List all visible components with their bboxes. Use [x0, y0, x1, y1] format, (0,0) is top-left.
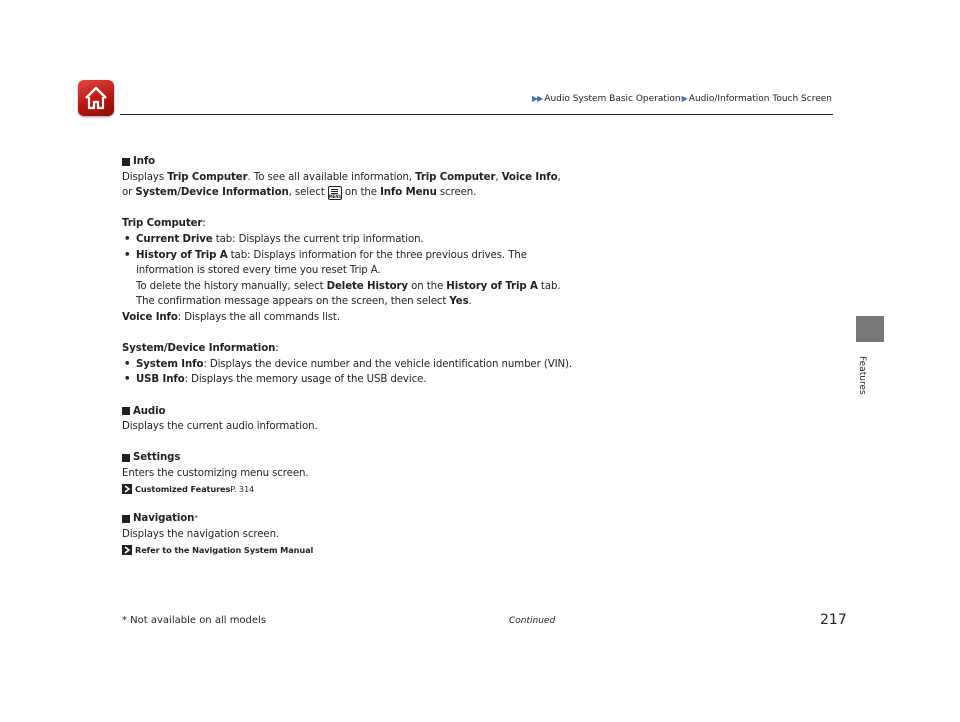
list-item: • USB Info: Displays the memory usage of the USB device.: [122, 372, 572, 388]
list-item: • System Info: Displays the device number and the vehicle identification number (VIN).: [122, 357, 572, 373]
side-tab-marker: [856, 316, 884, 342]
navigation-text: Displays the navigation screen.: [122, 528, 280, 540]
trip-computer-title: Trip Computer:: [122, 218, 206, 230]
square-bullet-icon: [122, 454, 130, 462]
reference-arrow-icon: [122, 484, 132, 494]
breadcrumb: [532, 94, 832, 104]
delete-history-note: To delete the history manually, select Delete History on the History of Trip A tab. The confirmation message appears on the screen, then select Yes.: [136, 280, 561, 308]
info-paragraph: Displays Trip Computer. To see all available information, Trip Computer, Voice Info, or System/Device Information, select MENU on the Info Menu screen.: [122, 171, 561, 200]
side-tab-label: Features: [857, 356, 867, 395]
cross-reference-link[interactable]: Customized Features P. 314: [122, 483, 572, 495]
asterisk-footnote-marker: *: [194, 514, 198, 523]
cross-reference-link[interactable]: Refer to the Navigation System Manual: [122, 544, 572, 556]
square-bullet-icon: [122, 158, 130, 166]
breadcrumb-arrow-icon: ▶▶: [531, 94, 543, 103]
section-heading-settings: Settings: [122, 450, 572, 466]
section-heading-navigation: Navigation *: [122, 511, 572, 527]
voice-info-line: Voice Info: Displays the all commands list.: [122, 311, 340, 323]
square-bullet-icon: [122, 515, 130, 523]
home-button[interactable]: [78, 80, 114, 116]
audio-text: Displays the current audio information.: [122, 421, 318, 433]
continued-label: Continued: [509, 616, 556, 626]
list-item: • History of Trip A tab: Displays information for the three previous drives. The information is stored every time you reset Trip A.: [122, 248, 572, 279]
section-heading-info: Info: [122, 154, 572, 170]
header-divider: [120, 114, 833, 115]
list-item: • Current Drive tab: Displays the current trip information.: [122, 232, 572, 248]
system-device-title: System/Device Information:: [122, 343, 279, 355]
breadcrumb-arrow-icon: ▶: [681, 94, 688, 103]
settings-text: Enters the customizing menu screen.: [122, 467, 309, 479]
square-bullet-icon: [122, 407, 130, 415]
breadcrumb-item[interactable]: Audio System Basic Operation: [544, 94, 681, 104]
page-number: 217: [820, 612, 847, 628]
menu-icon: MENU: [328, 186, 342, 200]
section-heading-audio: Audio: [122, 404, 572, 420]
footnote: * Not available on all models: [122, 615, 267, 626]
main-content: [122, 154, 572, 556]
home-icon: [84, 85, 108, 111]
breadcrumb-item[interactable]: Audio/Information Touch Screen: [688, 94, 832, 104]
reference-arrow-icon: [122, 545, 132, 555]
